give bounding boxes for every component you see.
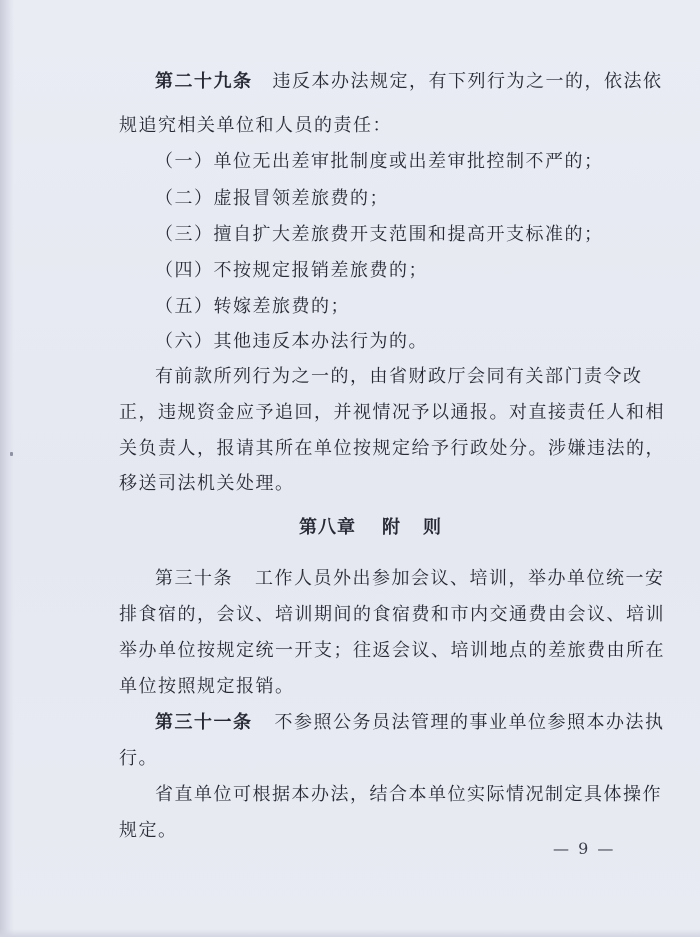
article-30-line-3: 举办单位按规定统一开支；往返会议、培训地点的差旅费由所在 — [119, 640, 665, 661]
article-31-label: 第三十一条 — [155, 712, 253, 733]
article-31-line-2: 行。 — [119, 748, 158, 769]
article-30-label: 第三十条 — [155, 568, 233, 589]
article-30-line-4: 单位按照规定报销。 — [119, 676, 295, 697]
page-number: — 9 — — [553, 839, 616, 858]
article-29-item-5: （五）转嫁差旅费的； — [155, 296, 350, 317]
article-30-line-2: 排食宿的，会议、培训期间的食宿费和市内交通费由会议、培训 — [119, 604, 665, 625]
article-29-para-line-4: 移送司法机关处理。 — [119, 473, 295, 494]
article-29-item-6: （六）其他违反本办法行为的。 — [155, 331, 428, 352]
chapter-8-title-1: 附 — [382, 517, 401, 538]
article-29-item-3: （三）擅自扩大差旅费开支范围和提高开支标准的； — [155, 224, 604, 245]
article-29-line-1 — [155, 71, 675, 93]
article-29-label: 第二十九条 — [155, 71, 253, 92]
chapter-8-number: 第八章 — [299, 517, 356, 538]
article-29-item-2: （二）虚报冒领差旅费的； — [155, 188, 389, 209]
chapter-8-title-2: 则 — [423, 517, 442, 538]
scan-left-shadow — [0, 0, 14, 937]
article-31-para-line-1: 省直单位可根据本办法，结合本单位实际情况制定具体操作 — [155, 784, 662, 805]
scan-bottom-edge — [0, 929, 700, 937]
article-29-item-1: （一）单位无出差审批制度或出差审批控制不严的； — [155, 151, 604, 172]
article-29-para-line-1: 有前款所列行为之一的，由省财政厅会同有关部门责令改 — [155, 366, 643, 387]
article-29-item-4: （四）不按规定报销差旅费的； — [155, 260, 428, 281]
chapter-8-heading — [299, 513, 442, 539]
article-29-para-line-3: 关负责人，报请其所在单位按规定给予行政处分。涉嫌违法的， — [119, 438, 665, 459]
scan-speck — [10, 452, 13, 456]
article-31-para-line-2: 规定。 — [119, 820, 178, 841]
article-29-text-1: 违反本办法规定，有下列行为之一的，依法依 — [272, 71, 663, 92]
article-29-para-line-2: 正，违规资金应予追回，并视情况予以通报。对直接责任人和相 — [119, 402, 665, 423]
article-30-text-1: 工作人员外出参加会议、培训，举办单位统一安 — [255, 568, 665, 589]
article-29-line-2: 规追究相关单位和人员的责任： — [119, 115, 392, 136]
article-30-line-1 — [155, 568, 675, 590]
article-31-text-1: 不参照公务员法管理的事业单位参照本办法执 — [274, 712, 665, 733]
article-31-line-1 — [155, 712, 675, 734]
